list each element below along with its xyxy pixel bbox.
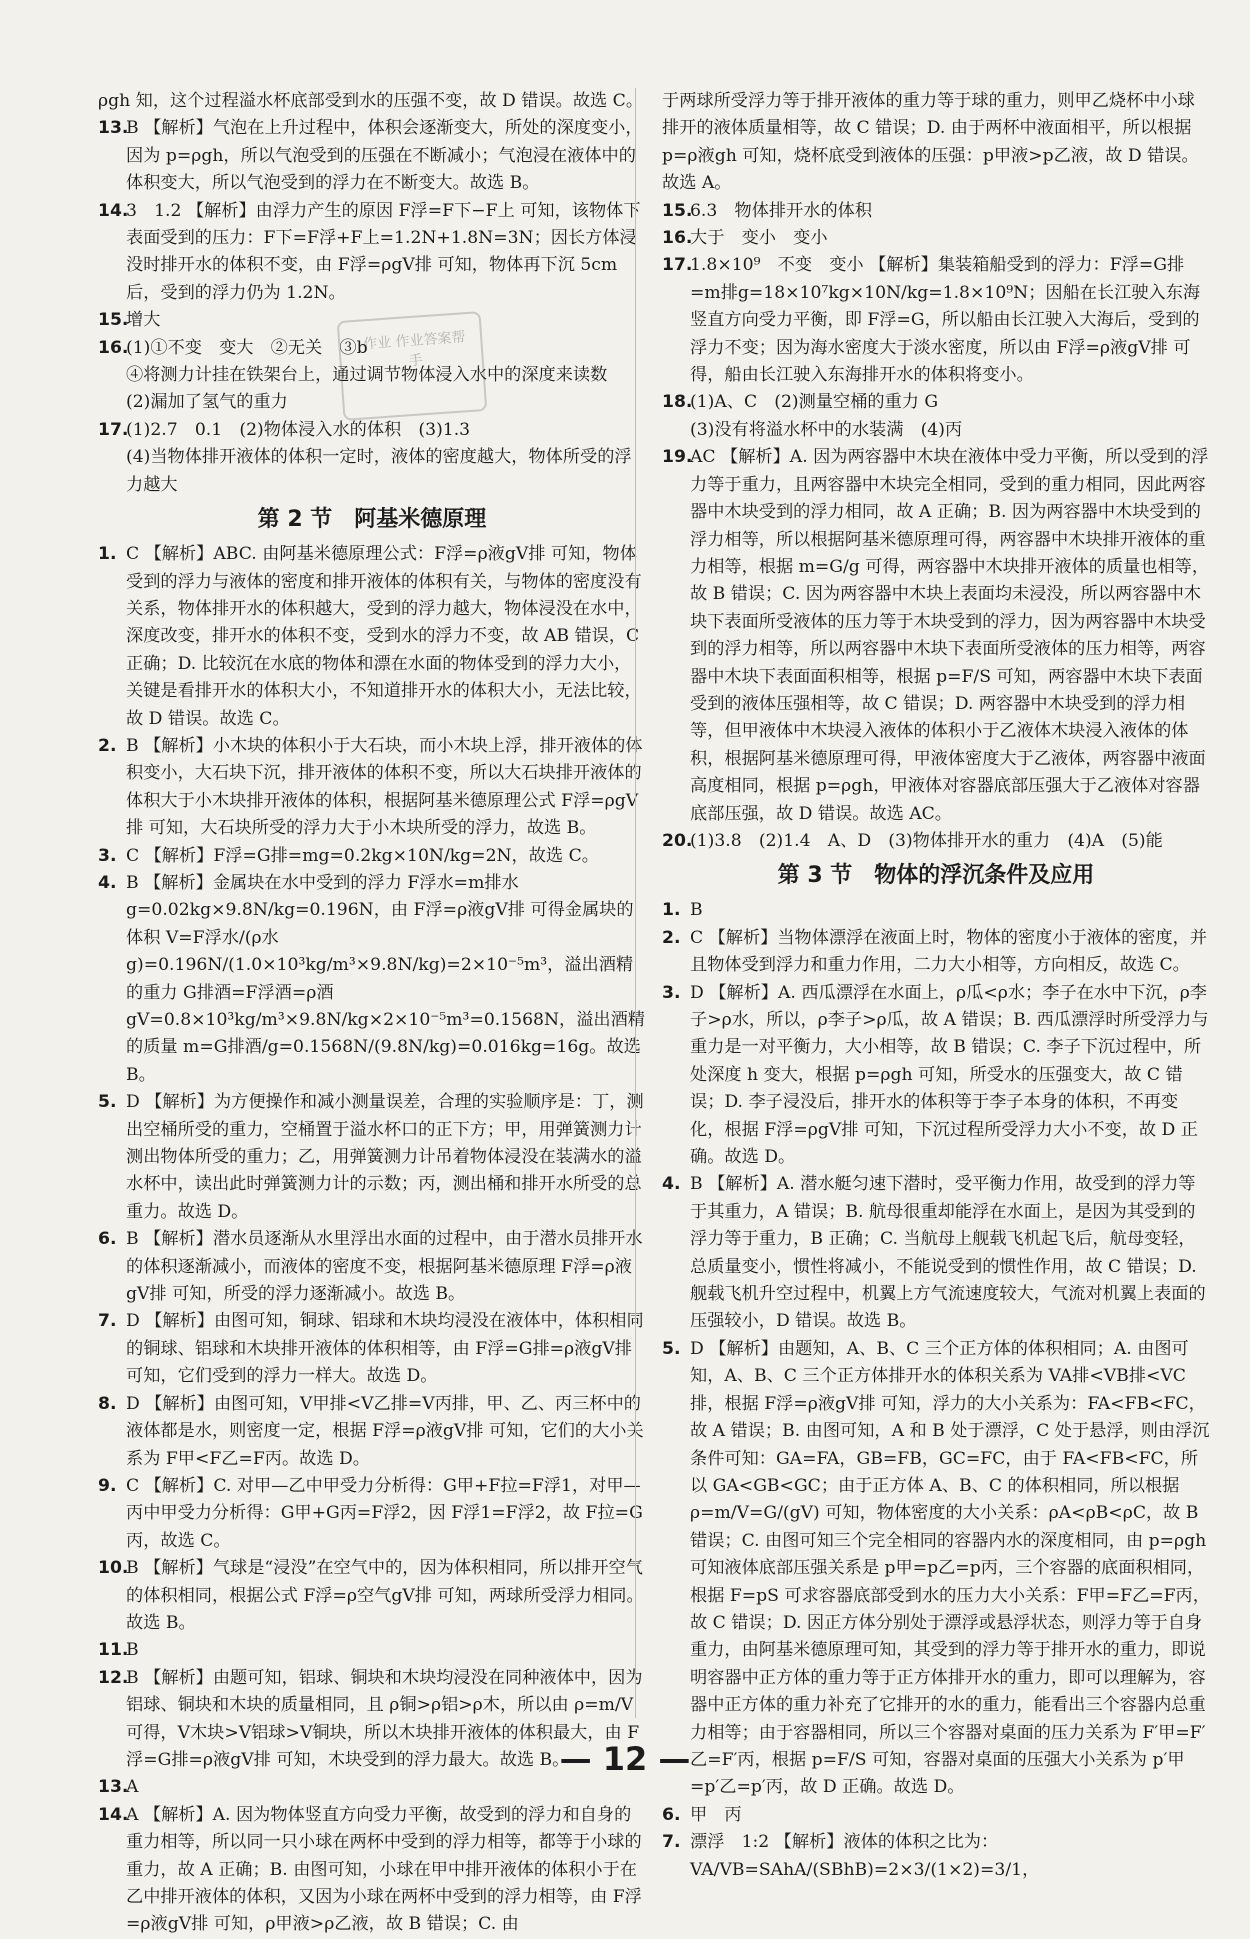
answer-item (98, 1555, 646, 1637)
answer-number: 14. (98, 1804, 129, 1825)
answer-item (662, 444, 1210, 828)
answer-item (98, 115, 646, 197)
section-title: 第 3 节 物体的浮沉条件及应用 (777, 863, 1095, 889)
answer-text: B 【解析】气球是“浸没”在空气中的，因为体积相同，所以排开空气的体积相同，根据公式 F浮=ρ空气gV排 可知，两球所受浮力相同。故选 B。 (126, 1558, 644, 1633)
answer-number: 10. (98, 1558, 129, 1579)
answer-number: 16. (98, 337, 129, 358)
answer-item (662, 389, 1210, 444)
answer-item (662, 897, 1210, 924)
answer-item (98, 198, 646, 308)
answer-text: 6.3 物体排开水的体积 (690, 200, 873, 221)
answer-text: B (126, 1640, 139, 1661)
answer-number: 18. (662, 392, 693, 413)
answer-text: D 【解析】由题知，A、B、C 三个正方体的体积相同；A. 由图可知，A、B、C 三个正方体排开水的体积关系为 VA排<VB排<VC排，根据 F浮=ρ液gV排 可知，浮力的大小关系为：FA<FB<FC，故 A 错误；B. 由图可知，A 和 B 处于漂浮，C 处于悬浮，则由浮沉条件可知：GA=FA，GB=FB，GC=FC，由于 FA<FB<FC，所以 GA<GB<GC；由于正方体 A、B、C 的体积相同，所以根据 ρ=m/V=G/(gV) 可知，物体密度的大小关系：ρA<ρB<ρC，故 B 错误；C. 由图可知三个完全相同的容器内水的深度相同，由 p=ρgh 可知液体底部压强关系是 p甲=p乙=p丙，三个容器的底面积相同，根据 F=pS 可求容器底部受到水的压力大小关系：F甲=F乙=F丙，故 C 错误；D. 因正方体分别处于漂浮或悬浮状态，则浮力等于自身重力，由阿基米德原理可知，其受到的浮力等于排开水的重力，即说明容器中正方体的重力等于正方体排开水的重力，即可以理解为，容器中正方体的重力补充了它排开的水的重力，能看出三个容器内总重力相等；由于容器相同，所以三个容器对桌面的压力关系为 F′甲=F′乙=F′丙，根据 p=F/S 可知，容器对桌面的压强大小关系为 p′甲=p′乙=p′丙，故 D 正确。故选 D。 (690, 1338, 1210, 1798)
answer-subline: (4)当物体排开液体的体积一定时，液体的密度越大，物体所受的浮力越大 (126, 447, 632, 495)
answer-number: 6. (662, 1804, 681, 1825)
answer-number: 17. (662, 255, 693, 276)
answer-subline: (2)漏加了氢气的重力 (126, 392, 288, 413)
watermark-stamp-text: 作业 作业答案帮手 (362, 329, 467, 370)
answer-text: C 【解析】C. 对甲—乙中甲受力分析得：G甲+F拉=F浮1，对甲—丙中甲受力分析得：G甲+G丙=F浮2，因 F浮1=F浮2，故 F拉=G丙，故选 C。 (126, 1475, 643, 1551)
answer-text: C 【解析】ABC. 由阿基米德原理公式：F浮=ρ液gV排 可知，物体受到的浮力与液体的密度和排开液体的体积有关，与物体的密度没有关系，物体排开水的体积越大，受到的浮力越大，物体浸没在水中，深度改变，排开水的体积不变，受到水的浮力不变，故 AB 错误，C 正确；D. 比较沉在水底的物体和漂在水面的物体受到的浮力大小，关键是看排开水的体积大小，不知道排开水的体积大小，无法比较，故 D 错误。故选 C。 (126, 544, 642, 729)
answer-number: 15. (98, 310, 129, 331)
answer-number: 16. (662, 228, 693, 249)
answer-text: D 【解析】由图可知，V甲排<V乙排=V丙排，甲、乙、丙三杯中的液体都是水，则密度一定，根据 F浮=ρ液gV排 可知，它们的大小关系为 F甲<F乙=F丙。故选 D。 (126, 1393, 644, 1469)
answer-text: (1)A、C (2)测量空桶的重力 G (690, 392, 939, 413)
answer-number: 4. (98, 872, 117, 893)
answer-number: 7. (662, 1832, 681, 1853)
answer-number: 6. (98, 1229, 117, 1250)
answer-item (662, 980, 1210, 1172)
answer-text: (1)2.7 0.1 (2)物体浸入水的体积 (3)1.3 (126, 419, 471, 440)
answer-item (662, 1171, 1210, 1335)
answer-number: 3. (662, 982, 681, 1003)
answer-number: 5. (662, 1338, 681, 1359)
right-column (662, 88, 1210, 1884)
section-title: 第 2 节 阿基米德原理 (257, 507, 487, 533)
answer-item (662, 1802, 1210, 1829)
answer-text: A 【解析】A. 因为物体竖直方向受力平衡，故受到的浮力和自身的重力相等，所以同一只小球在两杯中受到的浮力相等，都等于小球的重力，故 A 正确；B. 由图可知，小球在甲中排开液体的体积小于在乙中排开液体的体积，又因为小球在两杯中受到的浮力相等，由 F浮=ρ液gV排 可知，ρ甲液>ρ乙液，故 B 错误；C. 由 (126, 1804, 642, 1935)
answer-number: 2. (98, 735, 117, 756)
answer-text: (1)①不变 变大 ②无关 ③b (126, 337, 368, 358)
answer-text: D 【解析】A. 西瓜漂浮在水面上，ρ瓜<ρ水；李子在水中下沉，ρ李子>ρ水，所以，ρ李子>ρ瓜，故 A 错误；B. 西瓜漂浮时所受浮力与重力是一对平衡力，大小相等，故 B 错误；C. 李子下沉过程中，所处深度 h 变大，根据 p=ρgh 可知，所受水的压强变大，故 C 错误；D. 李子浸没后，排开水的体积等于李子本身的体积，不再变化，根据 F浮=ρgV排 可知，下沉过程所受浮力大小不变，故 D 正确。故选 D。 (690, 982, 1209, 1168)
answer-number: 1. (662, 900, 681, 921)
answer-item (98, 417, 646, 499)
answer-number: 13. (98, 1777, 129, 1798)
answer-text: C 【解析】当物体漂浮在液面上时，物体的密度小于液体的密度，并且物体受到浮力和重力作用，二力大小相等，方向相反，故选 C。 (690, 927, 1208, 976)
answer-text: AC 【解析】A. 因为两容器中木块在液体中受力平衡，所以受到的浮力等于重力，且两容器中木块完全相同，受到的重力相同，因此两容器中木块受到的浮力相同，故 A 正确；B. 因为两容器中木块受到的浮力相等，所以根据阿基米德原理可得，两容器中木块排开液体的重力相等，根据 m=G/g 可得，两容器中木块排开液体的质量也相等，故 B 错误；C. 因为两容器中木块上表面均未浸没，所以两容器中木块下表面所受液体的压力等于木块受到的浮力，因为两容器中木块受到的浮力相等，所以两容器中木块下表面所受液体的压力相等，两容器中木块下表面面积相等，根据 p=F/S 可知，两容器中木块下表面受到的液体压强相等，故 C 错误；D. 两容器中木块受到的浮力相等，但甲液体中木块浸入液体的体积小于乙液体木块浸入液体的体积，根据阿基米德原理可得，甲液体密度大于乙液体，两容器中液面高度相同，根据 p=ρgh，甲液体对容器底部压强大于乙液体对容器底部压强，故 D 错误。故选 AC。 (690, 447, 1210, 824)
answer-text: D 【解析】为方便操作和减小测量误差，合理的实验顺序是：丁，测出空桶所受的重力，空桶置于溢水杯口的正下方；甲，用弹簧测力计测出物体所受的重力；乙，用弹簧测力计吊着物体浸没在装满水的溢水杯中，读出此时弹簧测力计的示数；丙，测出桶和排开水所受的总重力。故选 D。 (126, 1092, 644, 1222)
answer-number: 19. (662, 447, 693, 468)
answer-item (98, 1226, 646, 1308)
answer-number: 7. (98, 1311, 117, 1332)
answer-list (98, 541, 646, 1939)
continued-text: 于两球所受浮力等于排开液体的重力等于球的重力，则甲乙烧杯中小球排开的液体质量相等，故 C 错误；D. 由于两杯中液面相平，所以根据 p=ρ液gh 可知，烧杯底受到液体的压强：p甲液>p乙液，故 D 错误。故选 A。 (662, 91, 1199, 194)
answer-number: 5. (98, 1092, 117, 1113)
answer-text: (1)3.8 (2)1.4 A、D (3)物体排开水的重力 (4)A (5)能 (690, 830, 1163, 851)
answer-item (98, 843, 646, 870)
answer-text: 大于 变小 变小 (690, 228, 828, 249)
answer-list (98, 115, 646, 499)
answer-text: B 【解析】A. 潜水艇匀速下潜时，受平衡力作用，故受到的浮力等于其重力，A 错误；B. 航母很重却能浮在水面上，是因为其受到的浮力等于重力，B 正确；C. 当航母上舰载飞机起飞后，航母变轻，总质量变小，惯性将减小，不能说受到的惯性作用，故 C 错误；D. 舰载飞机升空过程中，机翼上方气流速度较大，气流对机翼上表面的压强较小，D 错误。故选 B。 (690, 1174, 1206, 1332)
answer-item (98, 1308, 646, 1390)
answer-number: 12. (98, 1667, 129, 1688)
answer-number: 4. (662, 1174, 681, 1195)
answer-text: 增大 (126, 310, 161, 331)
answer-text: B 【解析】潜水员逐渐从水里浮出水面的过程中，由于潜水员排开水的体积逐渐减小，而液体的密度不变，根据阿基米德原理 F浮=ρ液gV排 可知，所受的浮力逐渐减小。故选 B。 (126, 1229, 643, 1305)
answer-item (662, 828, 1210, 855)
answer-text: B 【解析】金属块在水中受到的浮力 F浮水=m排水g=0.02kg×9.8N/kg=0.196N，由 F浮=ρ液gV排 可得金属块的体积 V=F浮水/(ρ水g)=0.196N/(1.0×10³kg/m³×9.8N/kg)=2×10⁻⁵m³，溢出酒精的重力 G排酒=F浮酒=ρ酒gV=0.8×10³kg/m³×9.8N/kg×2×10⁻⁵m³=0.1568N，溢出酒精的质量 m=G排酒/g=0.1568N/(9.8N/kg)=0.016kg=16g。故选 B。 (126, 872, 645, 1085)
answer-item (98, 870, 646, 1089)
answer-number: 3. (98, 845, 117, 866)
answer-text: 漂浮 1:2 【解析】液体的体积之比为：VA/VB=SAhA/(SBhB)=2×3/(1×2)=3/1， (690, 1832, 1040, 1880)
answer-item (662, 925, 1210, 980)
page-number: — 12 — (559, 1740, 691, 1778)
answer-item (98, 1637, 646, 1664)
answer-item (98, 1774, 646, 1801)
answer-text: 甲 丙 (690, 1804, 742, 1825)
answer-number: 13. (98, 118, 129, 139)
answer-text: B 【解析】气泡在上升过程中，体积会逐渐变大，所处的深度变小，因为 p=ρgh，所以气泡受到的压强在不断减小；气泡浸在液体中的体积变大，所以气泡受到的浮力在不断变大。故选 B。 (126, 118, 643, 194)
answer-text: 3 1.2 【解析】由浮力产生的原因 F浮=F下−F上 可知，该物体下表面受到的压力：F下=F浮+F上=1.2N+1.8N=3N；因长方体浸没时排开水的体积不变，由 F浮=ρgV排 可知，物体再下沉 5cm 后，受到的浮力仍为 1.2N。 (126, 200, 641, 303)
answer-text: C 【解析】F浮=G排=mg=0.2kg×10N/kg=2N，故选 C。 (126, 845, 599, 866)
answer-item (98, 733, 646, 843)
answer-item (662, 1829, 1210, 1884)
answer-item (98, 1391, 646, 1473)
answer-item (662, 225, 1210, 252)
column-divider (635, 88, 636, 1718)
answer-item (662, 252, 1210, 389)
answer-number: 11. (98, 1640, 129, 1661)
answer-text: B 【解析】小木块的体积小于大石块，而小木块上浮，排开液体的体积变小，大石块下沉，排开液体的体积不变，所以大石块排开液体的体积大于小木块排开液体的体积，根据阿基米德原理公式 F浮=ρgV排 可知，大石块所受的浮力大于小木块所受的浮力，故选 B。 (126, 735, 643, 839)
answer-item (662, 1336, 1210, 1802)
answer-number: 14. (98, 200, 129, 221)
answer-number: 2. (662, 927, 681, 948)
answer-number: 20. (662, 830, 693, 851)
answer-list (662, 198, 1210, 856)
answer-subline: ④将测力计挂在铁架台上，通过调节物体浸入水中的深度来读数 (126, 365, 608, 386)
answer-list (662, 897, 1210, 1884)
answer-item (98, 541, 646, 733)
answer-text: B 【解析】由题可知，铝球、铜块和木块均浸没在同种液体中，因为铝球、铜块和木块的质量相同，且 ρ铜>ρ铝>ρ木，所以由 ρ=m/V 可得，V木块>V铝球>V铜块，所以木块排开液体的体积最大，由 F浮=G排=ρ液gV排 可知，木块受到的浮力最大。故选 B。 (126, 1667, 643, 1770)
answer-item (98, 1473, 646, 1555)
answer-item (98, 1089, 646, 1226)
continued-text: ρgh 知，这个过程溢水杯底部受到水的压强不变，故 D 错误。故选 C。 (98, 91, 644, 111)
answer-number: 17. (98, 419, 129, 440)
answer-item (662, 198, 1210, 225)
answer-text: D 【解析】由图可知，铜球、铝球和木块均浸没在液体中，体积相同的铜球、铝球和木块排开液体的体积相等，由 F浮=G排=ρ液gV排 可知，它们受到的浮力一样大。故选 D。 (126, 1311, 644, 1387)
answer-number: 9. (98, 1475, 117, 1496)
answer-item (98, 1802, 646, 1939)
answer-number: 8. (98, 1393, 117, 1414)
answer-subline: (3)没有将溢水杯中的水装满 (4)丙 (690, 419, 963, 440)
answer-text: B (690, 900, 703, 921)
answer-text: 1.8×10⁹ 不变 变小 【解析】集装箱船受到的浮力：F浮=G排=m排g=18×10⁷kg×10N/kg=1.8×10⁹N；因船在长江驶入东海竖直方向受力平衡，即 F浮=G，所以船由长江驶入大海后，受到的浮力不变；因为海水密度大于淡水密度，所以由 F浮=ρ液gV排 可得，船由长江驶入东海排开水的体积将变小。 (690, 255, 1201, 386)
answer-number: 1. (98, 544, 117, 565)
answer-number: 15. (662, 200, 693, 221)
answer-text: A (126, 1777, 139, 1798)
